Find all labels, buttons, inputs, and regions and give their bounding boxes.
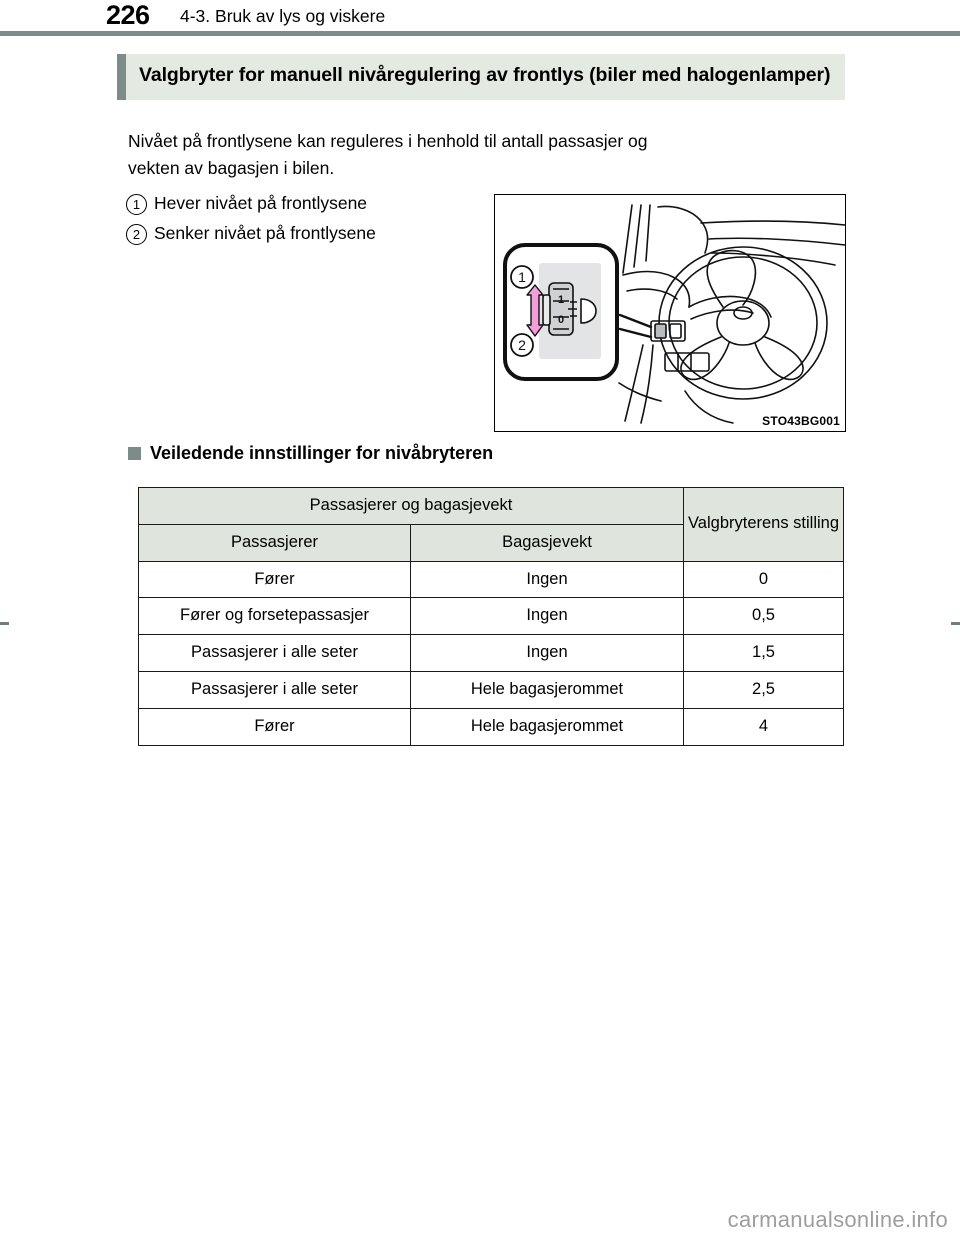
table-header-row-group (139, 488, 844, 525)
page-header (0, 0, 960, 31)
illustration-drawing (495, 195, 845, 431)
callout-label-1: Hever nivået på frontlysene (154, 193, 368, 213)
circled-number-2-icon: 2 (126, 224, 147, 245)
table-header-switch-position: Valgbryterens stilling (684, 488, 844, 562)
cell-luggage: Ingen (411, 635, 684, 672)
table-header-luggage: Bagasjevekt (411, 524, 684, 561)
cell-luggage: Hele bagasjerommet (411, 671, 684, 708)
callout-list (126, 192, 486, 252)
header-section-title: 4-3. Bruk av lys og viskere (180, 6, 386, 26)
cell-passengers: Fører (139, 561, 411, 598)
svg-text:1: 1 (557, 294, 565, 306)
site-watermark: carmanualsonline.info (727, 1207, 948, 1232)
cell-luggage: Ingen (411, 561, 684, 598)
cell-passengers: Fører og forsetepassasjer (139, 598, 411, 635)
circled-number-1-icon: 1 (126, 194, 147, 215)
cell-position: 2,5 (684, 671, 844, 708)
level-switch-settings-table (138, 487, 844, 746)
svg-text:2: 2 (518, 337, 526, 353)
cell-passengers: Passasjerer i alle seter (139, 671, 411, 708)
cell-passengers: Fører (139, 708, 411, 745)
table-row (139, 635, 844, 672)
cell-luggage: Ingen (411, 598, 684, 635)
callout-label-2: Senker nivået på frontlysene (154, 223, 376, 243)
intro-paragraph (128, 128, 846, 181)
cell-position: 0 (684, 561, 844, 598)
callout-item-1 (126, 192, 486, 215)
illustration-figure (494, 194, 846, 432)
section-title-block (117, 54, 845, 100)
table-header-passengers: Passasjerer (139, 524, 411, 561)
table-row (139, 598, 844, 635)
crop-mark-left (0, 622, 9, 625)
header-divider-rule (0, 31, 960, 36)
table-row (139, 671, 844, 708)
subsection-heading (128, 443, 493, 464)
cell-position: 4 (684, 708, 844, 745)
subsection-heading-text: Veiledende innstillinger for nivåbryteren (150, 443, 494, 463)
cell-passengers: Passasjerer i alle seter (139, 635, 411, 672)
svg-text:1: 1 (518, 269, 526, 285)
table-header-group-passengers-luggage: Passasjerer og bagasjevekt (139, 488, 684, 525)
figure-code-label: STO43BG001 (757, 413, 843, 429)
intro-line-2: vekten av bagasjen i bilen. (128, 157, 335, 178)
table-row (139, 561, 844, 598)
cell-position: 0,5 (684, 598, 844, 635)
intro-line-1: Nivået på frontlysene kan reguleres i henhold til antall passasjer og (128, 131, 648, 151)
callout-item-2 (126, 222, 486, 245)
table-row (139, 708, 844, 745)
crop-mark-right (951, 622, 960, 625)
section-title-text: Valgbryter for manuell nivåregulering av frontlys (biler med halogenlamper) (139, 64, 831, 86)
svg-text:0: 0 (557, 314, 565, 326)
cell-luggage: Hele bagasjerommet (411, 708, 684, 745)
square-bullet-icon (128, 447, 141, 460)
cell-position: 1,5 (684, 635, 844, 672)
page-number: 226 (106, 0, 150, 30)
